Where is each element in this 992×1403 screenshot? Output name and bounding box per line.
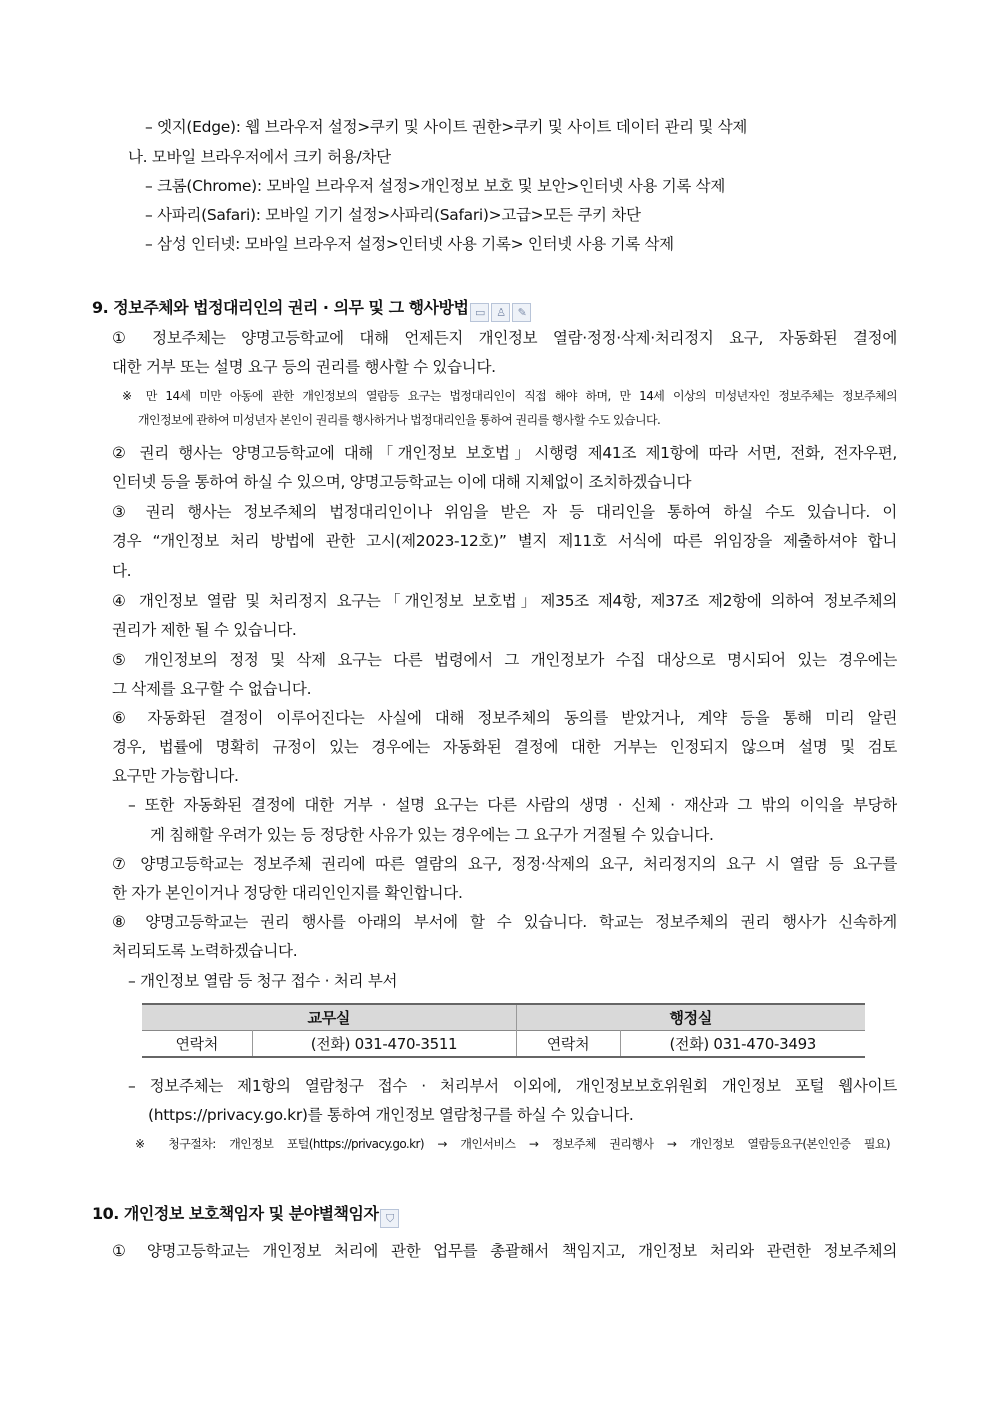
note-line: ※ 청구절차: 개인정보 포털(https://privacy.go.kr) → 개인서비스 → 정보주체 권리행사 → 개인정보 열람등요구(본인인증 필요) [135, 1137, 890, 1151]
header-cell: 교무실 [307, 1009, 351, 1027]
text-line: – 사파리(Safari): 모바일 기기 설정>사파리(Safari)>고급>모든 쿠키 차단 [145, 206, 641, 224]
text-line: ① 양명고등학교는 개인정보 처리에 관한 업무를 총괄해서 책임지고, 개인정보 처리와 관련한 정보주체의 [112, 1242, 897, 1260]
text-line: (https://privacy.go.kr)를 통하여 개인정보 열람청구를 하실 수 있습니다. [148, 1106, 634, 1124]
text-line: ⑦ 양명고등학교는 정보주체 권리에 따른 열람의 요구, 정정·삭제의 요구, 처리정지의 요구 시 열람 등 요구를 [112, 855, 897, 873]
text-line: 경우 “개인정보 처리 방법에 관한 고시(제2023-12호)” 별지 제11호 서식에 따른 위임장을 제출하셔야 합니 [112, 532, 897, 550]
section-10-heading [92, 1204, 399, 1228]
text-line: ⑧ 양명고등학교는 권리 행사를 아래의 부서에 할 수 있습니다. 학교는 정보주체의 권리 행사가 신속하게 [112, 913, 897, 931]
text-line: 권리가 제한 될 수 있습니다. [112, 621, 297, 639]
text-line: ② 권리 행사는 양명고등학교에 대해「개인정보 보호법」시행령 제41조 제1항에 따라 서면, 전화, 전자우편, [112, 444, 897, 462]
table-cell: (전화) 031-470-3493 [620, 1031, 865, 1058]
person-icon: ♙ [491, 303, 510, 322]
heading-text: 9. 정보주체와 법정대리인의 권리 · 의무 및 그 행사방법 [92, 298, 469, 317]
text-line: – 크롬(Chrome): 모바일 브라우저 설정>개인정보 보호 및 보안>인터넷 사용 기록 삭제 [145, 177, 726, 195]
text-line: ④ 개인정보 열람 및 처리정지 요구는「개인정보 보호법」제35조 제4항, 제37조 제2항에 의하여 정보주체의 [112, 592, 897, 610]
text-line: 경우, 법률에 명확히 규정이 있는 경우에는 자동화된 결정에 대한 거부는 인정되지 않으며 설명 및 검토 [112, 738, 897, 756]
department-table [142, 1003, 865, 1058]
table-cell: 연락처 [175, 1035, 219, 1053]
edit-icon: ✎ [512, 303, 531, 322]
text-line: ③ 권리 행사는 정보주체의 법정대리인이나 위임을 받은 자 등 대리인을 통하여 하실 수도 있습니다. 이 [112, 503, 897, 521]
text-line: 처리되도록 노력하겠습니다. [112, 942, 298, 960]
text-line: – 개인정보 열람 등 청구 접수 · 처리 부서 [128, 972, 398, 990]
table-cell: 연락처 [516, 1031, 620, 1058]
text-line: 나. 모바일 브라우저에서 크키 허용/차단 [128, 148, 391, 166]
heading-text: 10. 개인정보 보호책임자 및 분야별책임자 [92, 1204, 379, 1223]
text-line: 다. [112, 562, 132, 580]
note-line: ※ 만 14세 미만 아동에 관한 개인정보의 열람등 요구는 법정대리인이 직접 해야 하며, 만 14세 이상의 미성년자인 정보주체는 정보주체의 [122, 389, 897, 403]
text-line: ① 정보주체는 양명고등학교에 대해 언제든지 개인정보 열람·정정·삭제·처리정지 요구, 자동화된 결정에 [112, 329, 897, 347]
note-line: 개인정보에 관하여 미성년자 본인이 권리를 행사하거나 법정대리인을 통하여 권리를 행사할 수도 있습니다. [138, 413, 661, 427]
table-cell: (전화) 031-470-3511 [252, 1031, 516, 1058]
text-line: 한 자가 본인이거나 정당한 대리인인지를 확인합니다. [112, 884, 463, 902]
table-header-row [142, 1004, 865, 1031]
section-9-heading [92, 298, 531, 322]
text-line: – 삼성 인터넷: 모바일 브라우저 설정>인터넷 사용 기록> 인터넷 사용 기록 삭제 [145, 235, 674, 253]
chat-icon: ▭ [470, 303, 489, 322]
text-line: 요구만 가능합니다. [112, 767, 239, 785]
text-line: 그 삭제를 요구할 수 없습니다. [112, 680, 312, 698]
shield-icon: ⛉ [380, 1209, 399, 1228]
table-row [142, 1031, 865, 1058]
text-line: 인터넷 등을 통하여 하실 수 있으며, 양명고등학교는 이에 대해 지체없이 조치하겠습니다 [112, 473, 692, 491]
text-line: – 정보주체는 제1항의 열람청구 접수 · 처리부서 이외에, 개인정보보호위원회 개인정보 포털 웹사이트 [128, 1077, 897, 1095]
text-line: 대한 거부 또는 설명 요구 등의 권리를 행사할 수 있습니다. [112, 358, 496, 376]
text-line: – 엣지(Edge): 웹 브라우저 설정>쿠키 및 사이트 권한>쿠키 및 사이트 데이터 관리 및 삭제 [145, 118, 748, 136]
header-cell: 행정실 [516, 1004, 865, 1031]
text-line: 게 침해할 우려가 있는 등 정당한 사유가 있는 경우에는 그 요구가 거절될 수 있습니다. [150, 826, 714, 844]
text-line: – 또한 자동화된 결정에 대한 거부 · 설명 요구는 다른 사람의 생명 · 신체 · 재산과 그 밖의 이익을 부당하 [128, 796, 897, 814]
text-line: ⑥ 자동화된 결정이 이루어진다는 사실에 대해 정보주체의 동의를 받았거나, 계약 등을 통해 미리 알린 [112, 709, 897, 727]
text-line: ⑤ 개인정보의 정정 및 삭제 요구는 다른 법령에서 그 개인정보가 수집 대상으로 명시되어 있는 경우에는 [112, 651, 897, 669]
